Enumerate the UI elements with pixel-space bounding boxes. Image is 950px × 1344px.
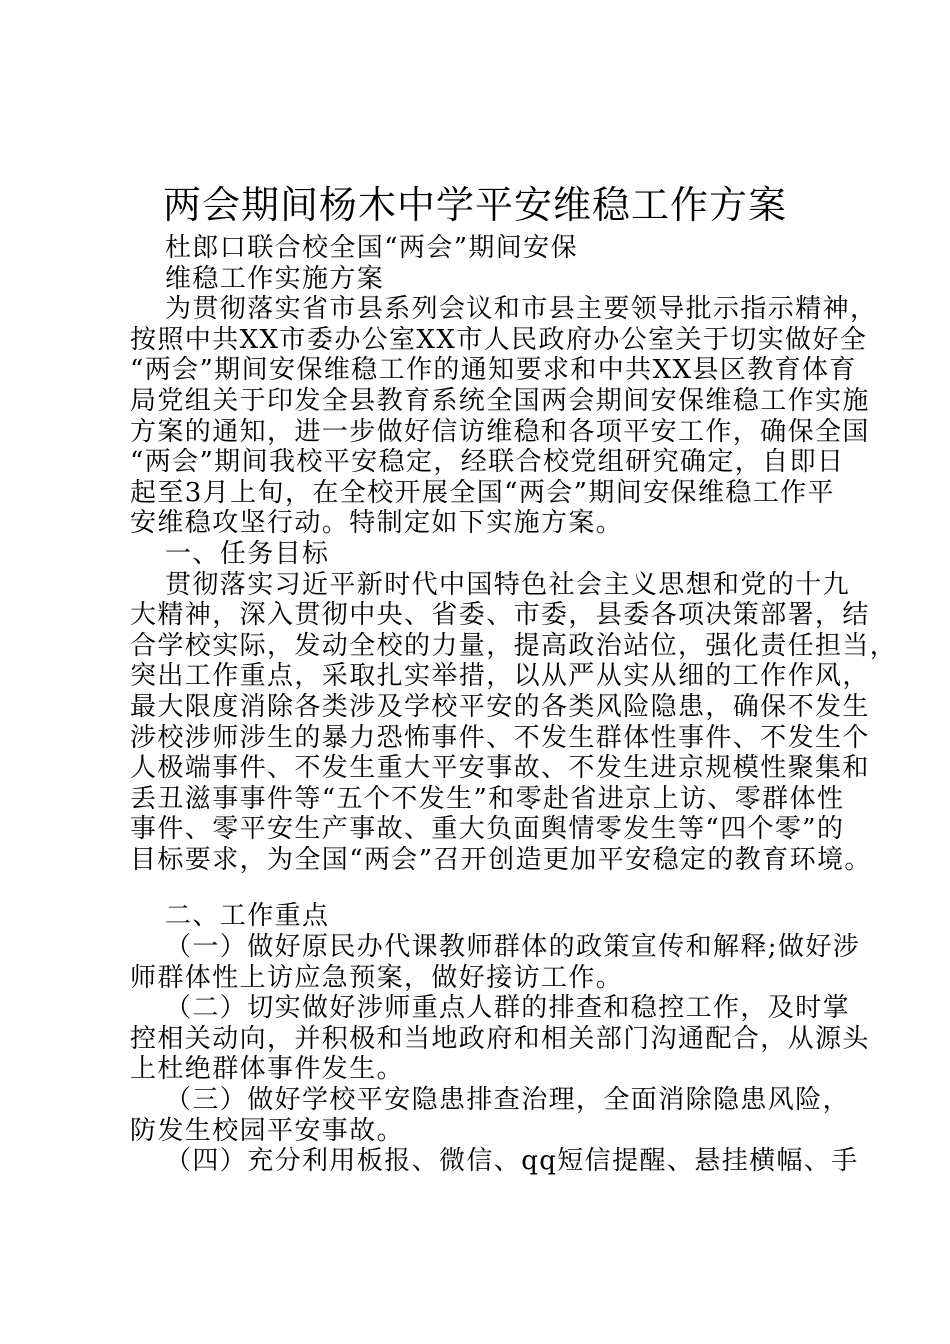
text-line: （三）做好学校平安隐患排查治理，全面消除隐患风险， xyxy=(165,1085,851,1116)
text-line: 为贯彻落实省市县系列会议和市县主要领导批示指示精神， xyxy=(165,294,878,325)
text-line: （四）充分利用板报、微信、qq短信提醒、悬挂横幅、手 xyxy=(165,1146,859,1177)
text-line: 维稳工作实施方案 xyxy=(165,263,385,294)
text-line: 杜郎口联合校全国“两会”期间安保 xyxy=(165,233,578,263)
text-line: “两会”期间安保维稳工作的通知要求和中共XX县区教育体育 xyxy=(130,355,857,386)
document-body xyxy=(130,233,898,1177)
text-line: 突出工作重点，采取扎实举措，以从严从实从细的工作作风， xyxy=(130,661,870,692)
text-line: 合学校实际，发动全校的力量，提高政治站位，强化责任担当， xyxy=(130,630,898,661)
text-line: 师群体性上访应急预案，做好接访工作。 xyxy=(130,962,624,993)
text-line: 涉校涉师涉生的暴力恐怖事件、不发生群体性事件、不发生个 xyxy=(130,722,870,753)
text-line: 起至3月上旬，在全校开展全国“两会”期间安保维稳工作平 xyxy=(130,477,835,508)
text-line: 上杜绝群体事件发生。 xyxy=(130,1054,405,1085)
text-line: 大精神，深入贯彻中央、省委、市委，县委各项决策部署，结 xyxy=(130,600,870,631)
text-line: （二）切实做好涉师重点人群的排查和稳控工作，及时掌 xyxy=(165,993,851,1024)
text-line: 最大限度消除各类涉及学校平安的各类风险隐患，确保不发生 xyxy=(130,691,870,722)
text-line: 按照中共XX市委办公室XX市人民政府办公室关于切实做好全 xyxy=(130,324,868,355)
text-line: 二、工作重点 xyxy=(165,901,330,932)
text-line: 目标要求，为全国“两会”召开创造更加平安稳定的教育环境。 xyxy=(130,844,872,875)
text-line: 丢丑滋事事件等“五个不发生”和零赴省进京上访、零群体性 xyxy=(130,783,845,814)
text-line: “两会”期间我校平安稳定，经联合校党组研究确定，自即日 xyxy=(130,447,845,478)
text-line: 一、任务目标 xyxy=(165,538,330,569)
section-work-focus xyxy=(130,901,870,1177)
text-line: 局党组关于印发全县教育系统全国两会期间安保维稳工作实施 xyxy=(130,385,870,416)
text-line: 贯彻落实习近平新时代中国特色社会主义思想和党的十九 xyxy=(165,569,851,600)
text-line: 方案的通知，进一步做好信访维稳和各项平安工作，确保全国 xyxy=(130,416,870,447)
text-line: 事件、零平安生产事故、重大负面舆情零发生等“四个零”的 xyxy=(130,814,845,845)
text-line: 控相关动向，并积极和当地政府和相关部门沟通配合，从源头 xyxy=(130,1023,870,1054)
document-title: 两会期间杨木中学平安维稳工作方案 xyxy=(162,183,787,227)
text-line: 防发生校园平安事故。 xyxy=(130,1115,405,1146)
blank-line xyxy=(130,875,850,901)
text-line: （一）做好原民办代课教师群体的政策宣传和解释;做好涉 xyxy=(165,932,861,963)
text-line: 人极端事件、不发生重大平安事故、不发生进京规模性聚集和 xyxy=(130,753,870,784)
section-intro-and-goals xyxy=(130,233,898,875)
text-line: 安维稳攻坚行动。特制定如下实施方案。 xyxy=(130,508,624,539)
